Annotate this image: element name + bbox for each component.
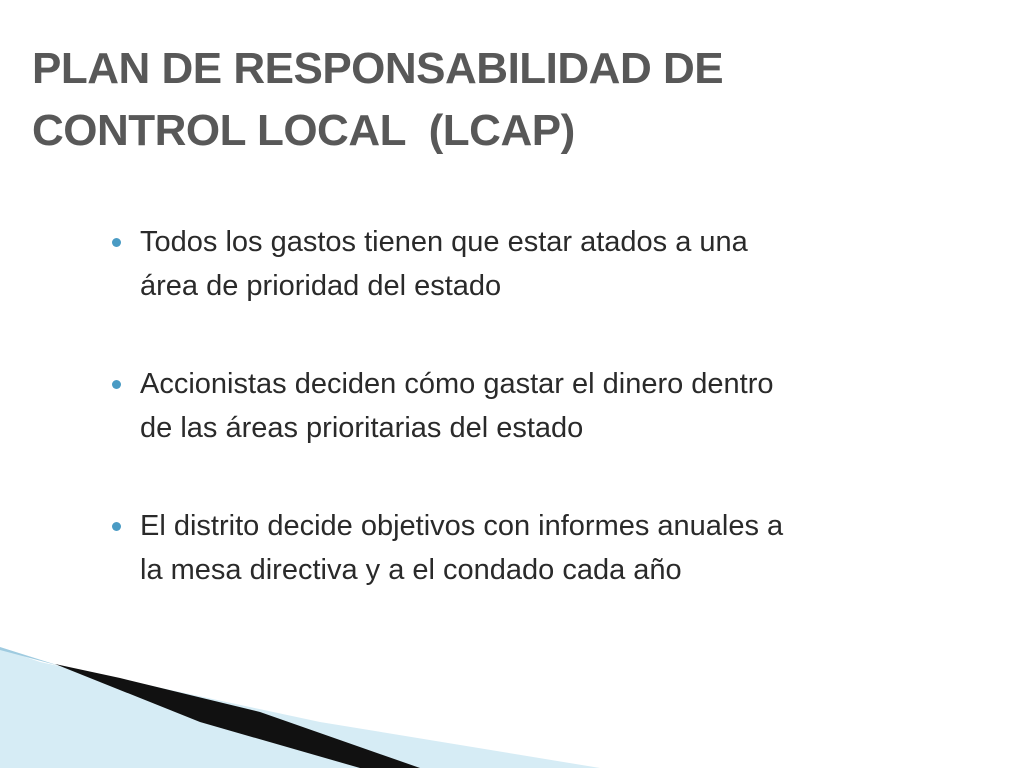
bullet-dot-icon [112,238,121,247]
bullet-text-line-1: El distrito decide objetivos con informes anuales a [140,510,784,542]
swoosh-thin-line [0,647,60,666]
bullet-text-line-2: de las áreas prioritarias del estado [140,412,584,444]
swoosh-dark-wedge [55,664,420,768]
bullet-list [108,220,938,646]
bullet-text-line-1: Todos los gastos tienen que estar atados a una [140,226,748,258]
bullet-item [108,220,938,308]
bullet-item [108,504,938,592]
bullet-text-line-2: la mesa directiva y a el condado cada año [140,554,682,586]
slide-title [32,38,932,162]
bullet-dot-icon [112,380,121,389]
bullet-item [108,362,938,450]
bullet-dot-icon [112,522,121,531]
bullet-text-line-1: Accionistas deciden cómo gastar el dinero dentro [140,368,774,400]
slide-title-line-2: CONTROL LOCAL (LCAP) [32,106,575,155]
slide-title-line-1: PLAN DE RESPONSABILIDAD DE [32,44,724,93]
swoosh-light-band [0,648,600,768]
bullet-text-line-2: área de prioridad del estado [140,270,502,302]
